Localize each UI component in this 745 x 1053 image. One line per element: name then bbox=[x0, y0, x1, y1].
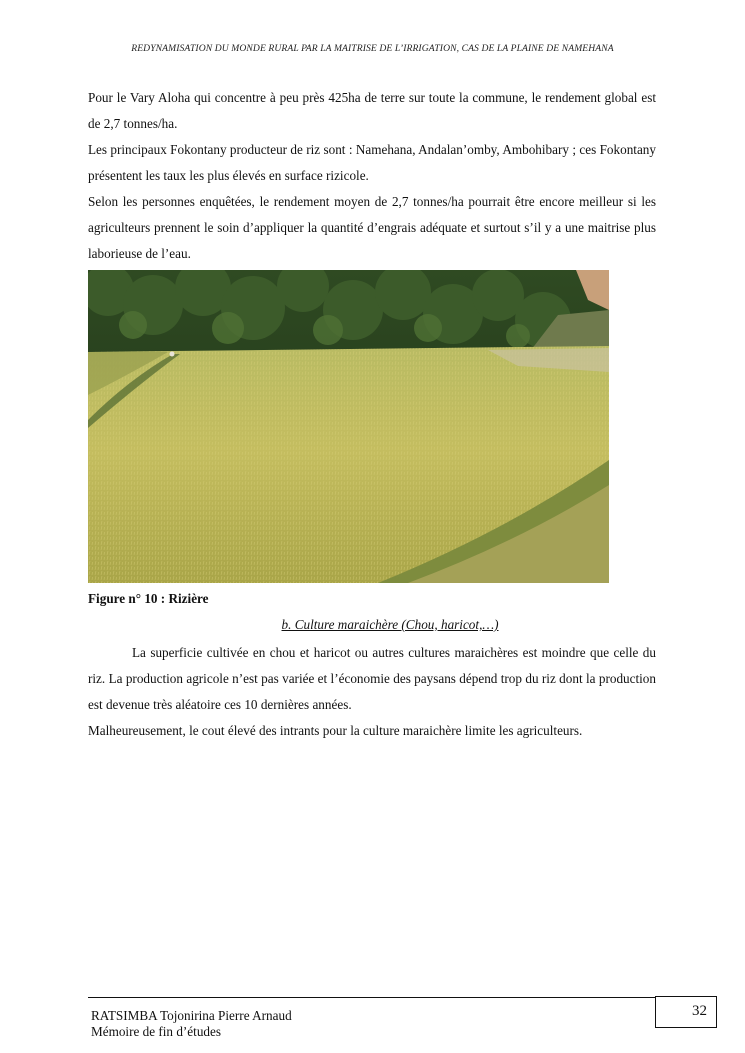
paragraph: Les principaux Fokontany producteur de riz sont : Namehana, Andalan’omby, Ambohibary ; ces Fokontany présentent les taux les plus élevés en surface rizicole. bbox=[88, 142, 656, 183]
author-name: RATSIMBA Tojonirina Pierre Arnaud bbox=[91, 1008, 292, 1023]
document-type: Mémoire de fin d’études bbox=[91, 1024, 222, 1039]
page-number: 32 bbox=[655, 996, 717, 1028]
running-header: REDYNAMISATION DU MONDE RURAL PAR LA MAITRISE DE L’IRRIGATION, CAS DE LA PLAINE DE NAMEHANA bbox=[131, 43, 614, 54]
footer-divider bbox=[88, 997, 656, 998]
intro-paragraphs bbox=[88, 85, 656, 267]
paragraph: Selon les personnes enquêtées, le rendement moyen de 2,7 tonnes/ha pourrait être encore meilleur si les agriculteurs prennent le soin d’appliquer la quantité d’engrais adéquate et surtout s’il y a une maitrise plus laborieuse de l’eau. bbox=[88, 194, 656, 261]
paragraph: La superficie cultivée en chou et haricot ou autres cultures maraichères est moindre que celle du riz. La production agricole n’est pas variée et l’économie des paysans dépend trop du riz dont la production est devenue très aléatoire ces 10 dernières années. bbox=[88, 645, 656, 712]
paragraph: Pour le Vary Aloha qui concentre à peu près 425ha de terre sur toute la commune, le rendement global est de 2,7 tonnes/ha. bbox=[88, 90, 656, 131]
footer bbox=[91, 1008, 292, 1040]
figure-caption: Figure n° 10 : Rizière bbox=[88, 591, 209, 606]
paragraph: Malheureusement, le cout élevé des intrants pour la culture maraichère limite les agriculteurs. bbox=[88, 723, 583, 738]
section-paragraphs bbox=[88, 640, 656, 744]
section-heading: b. Culture maraichère (Chou, haricot,…) bbox=[281, 617, 499, 632]
rice-field-photo bbox=[88, 270, 609, 583]
